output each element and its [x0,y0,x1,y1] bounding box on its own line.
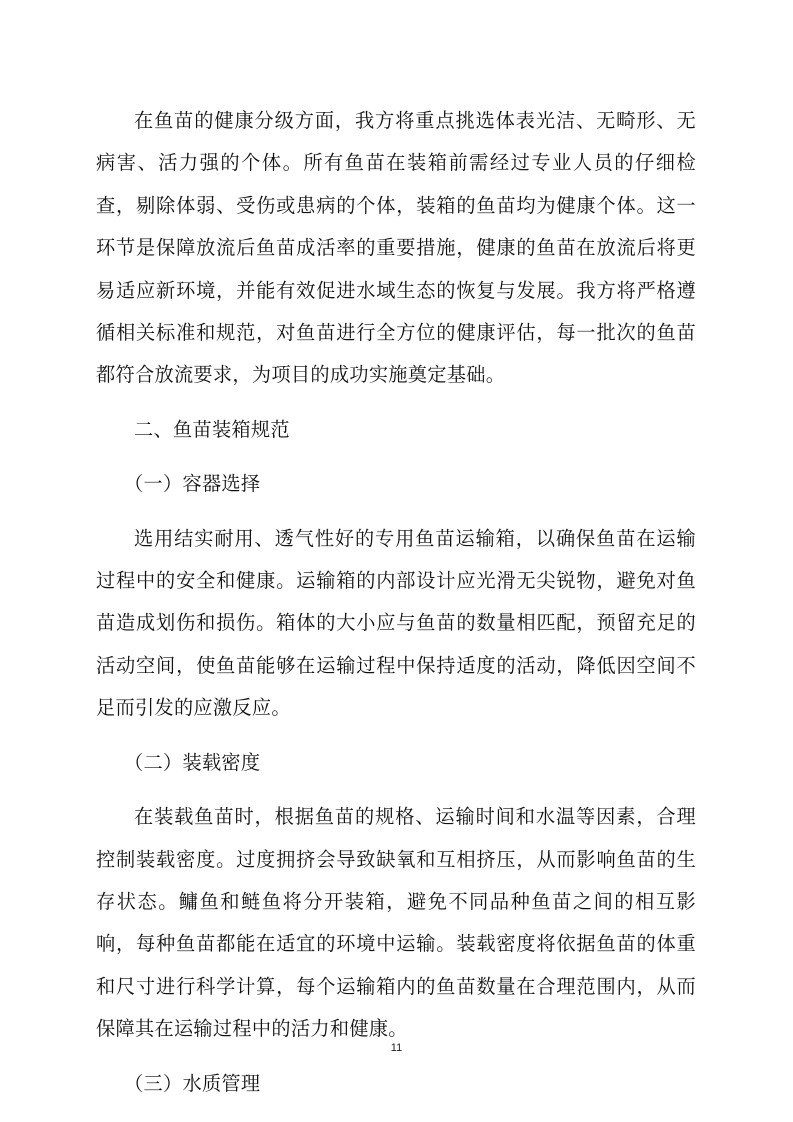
paragraph-health-grading: 在鱼苗的健康分级方面，我方将重点挑选体表光洁、无畸形、无病害、活力强的个体。所有鱼苗在装箱前需经过专业人员的仔细检查，剔除体弱、受伤或患病的个体，装箱的鱼苗均为健康个体。这一环节是保障放流后鱼苗成活率的重要措施，健康的鱼苗在放流后将更易适应新环境，并能有效促进水域生态的恢复与发展。我方将严格遵循相关标准和规范，对鱼苗进行全方位的健康评估，每一批次的鱼苗都符合放流要求，为项目的成功实施奠定基础。 [96,109,696,387]
subheading-container-selection: （一）容器选择 [124,472,261,496]
section-heading-packing-standards: 二、鱼苗装箱规范 [134,417,290,441]
paragraph-container-selection: 选用结实耐用、透气性好的专用鱼苗运输箱，以确保鱼苗在运输过程中的安全和健康。运输箱的内部设计应光滑无尖锐物，避免对鱼苗造成划伤和损伤。箱体的大小应与鱼苗的数量相匹配，预留充足的活动空间，使鱼苗能够在运输过程中保持适度的活动，降低因空间不足而引发的应激反应。 [96,526,696,720]
subheading-water-quality: （三）水质管理 [124,1071,261,1095]
paragraph-loading-density: 在装载鱼苗时，根据鱼苗的规格、运输时间和水温等因素，合理控制装载密度。过度拥挤会导致缺氧和互相挤压，从而影响鱼苗的生存状态。鳙鱼和鲢鱼将分开装箱，避免不同品种鱼苗之间的相互影响，每种鱼苗都能在适宜的环境中运输。装载密度将依据鱼苗的体重和尺寸进行科学计算，每个运输箱内的鱼苗数量在合理范围内，从而保障其在运输过程中的活力和健康。 [96,805,696,1041]
page-content [96,100,696,1105]
page-number: 11 [390,1042,403,1054]
subheading-loading-density: （二）装载密度 [124,750,261,774]
